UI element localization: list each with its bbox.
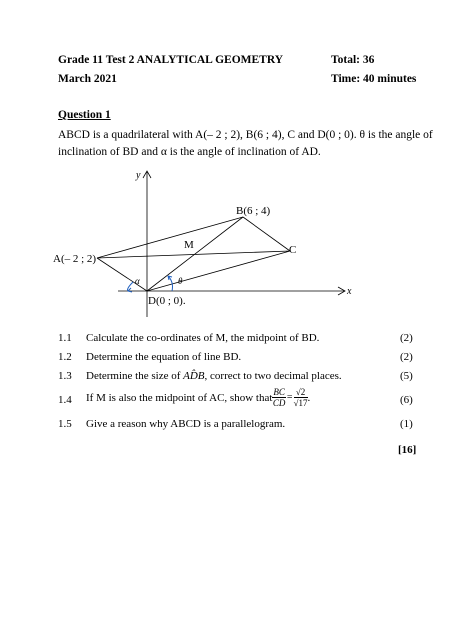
point-d-label: D(0 ; 0). [148, 295, 186, 307]
x-axis-label: x [347, 286, 352, 297]
item-text-end: , correct to two decimal places. [204, 370, 342, 382]
fraction-root2-root17 [294, 387, 308, 408]
side-bc [243, 217, 290, 251]
fraction-numerator: √2 [294, 387, 308, 398]
fraction-denominator: CD [272, 398, 286, 408]
item-number: 1.1 [58, 332, 72, 344]
item-text: Calculate the co-ordinates of M, the midpoint of BD. [86, 332, 320, 344]
theta-label: θ [178, 276, 183, 286]
side-da [97, 258, 147, 291]
item-text [86, 370, 342, 382]
item-marks: (1) [400, 418, 413, 430]
item-number: 1.4 [58, 394, 72, 406]
side-ab [97, 217, 243, 258]
alpha-arc [128, 282, 133, 291]
item-text: Determine the equation of line BD. [86, 351, 242, 363]
item-text-end: . [307, 391, 311, 404]
item-marks: (6) [400, 394, 413, 406]
point-a-label: A(– 2 ; 2) [53, 253, 97, 265]
item-number: 1.5 [58, 418, 72, 430]
question-intro: ABCD is a quadrilateral with A(– 2 ; 2), B(6 ; 4), C and D(0 ; 0). θ is the angle of inclination of BD and α is the angle of inclination of AD. [58, 129, 433, 158]
total-marks: [16] [398, 444, 417, 456]
fraction-numerator: BC [273, 387, 285, 397]
item-marks: (2) [400, 351, 413, 363]
item-text: Give a reason why ABCD is a parallelogram. [86, 418, 286, 430]
header-date: March 2021 [58, 73, 117, 85]
header-title: Grade 11 Test 2 ANALYTICAL GEOMETRY [58, 54, 284, 66]
question-title: Question 1 [58, 109, 111, 121]
point-m-label: M [184, 239, 194, 251]
item-marks: (2) [400, 332, 413, 344]
point-c-label: C [289, 244, 297, 256]
header-total: Total: 36 [331, 54, 375, 66]
header-time: Time: 40 minutes [331, 73, 417, 85]
alpha-label: α [135, 276, 140, 286]
equals-sign: = [286, 392, 293, 403]
item-text-start: Determine the size of [86, 370, 184, 382]
diagonal-ac [97, 251, 290, 258]
item-number: 1.3 [58, 370, 72, 382]
fraction-bc-cd [272, 387, 286, 408]
alpha-arc-arrow [128, 288, 132, 292]
diagonal-bd [147, 217, 243, 291]
item-text-start: If M is also the midpoint of AC, show that [86, 391, 273, 404]
side-cd [147, 251, 290, 291]
fraction-denominator: √17 [293, 398, 308, 408]
item-marks: (5) [400, 370, 413, 382]
y-axis-label: y [136, 170, 141, 181]
angle-adb-math: AD̂B [183, 370, 205, 382]
item-text [86, 387, 310, 408]
point-b-label: B(6 ; 4) [236, 205, 271, 217]
item-number: 1.2 [58, 351, 72, 363]
